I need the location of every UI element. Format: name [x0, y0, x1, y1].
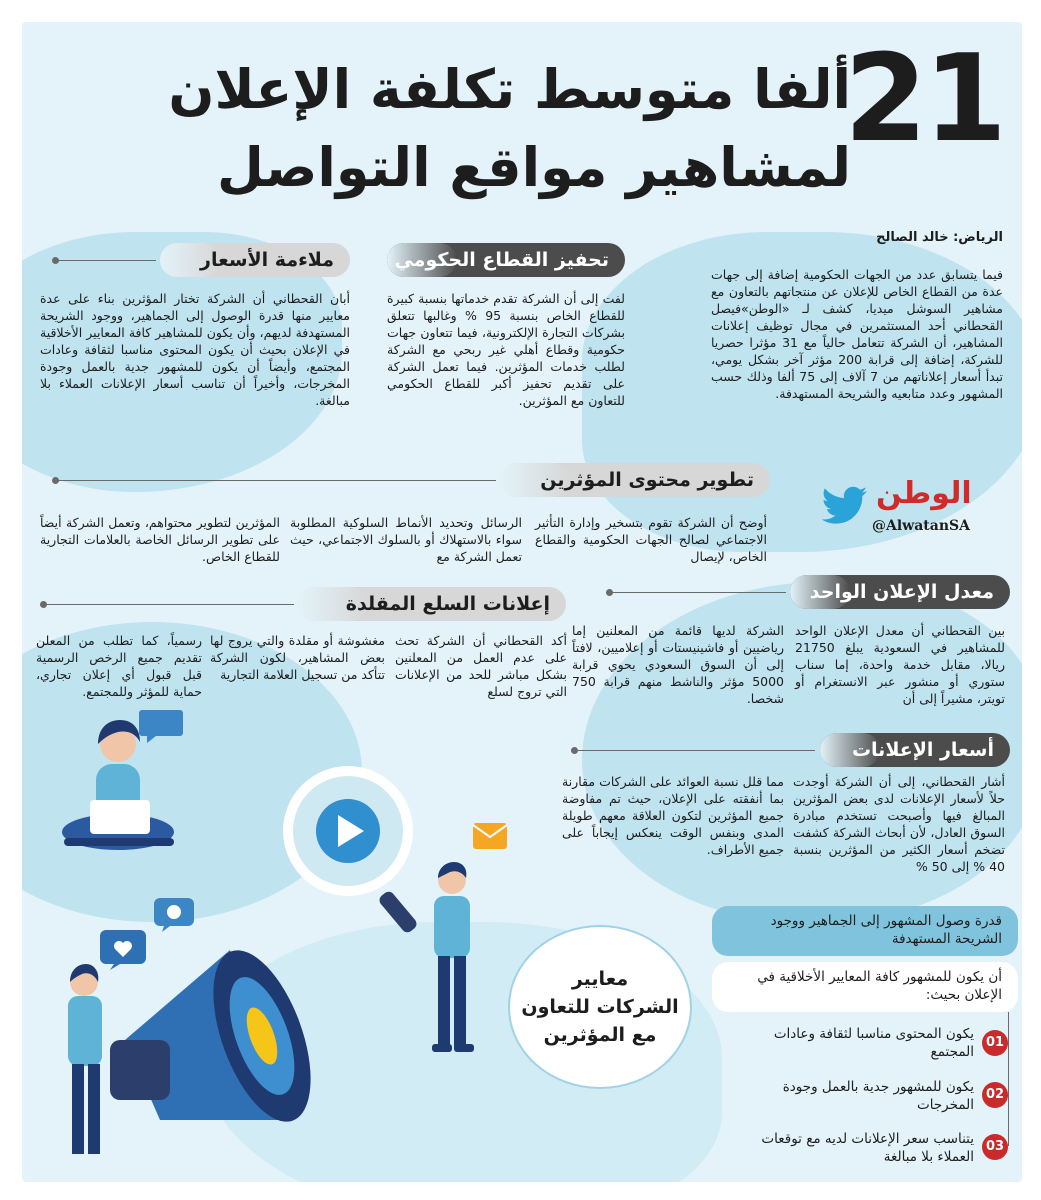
- fake-col-1: أكد القحطاني أن الشركة تحث على عدم العمل من المعلنين بشكل مباشر للحد من الإعلانات التي تروج لسلع: [395, 633, 567, 699]
- criteria-pill-ethics: أن يكون للمشهور كافة المعايير الأخلاقية في الإعلان بحيث:: [712, 962, 1018, 1012]
- heading-label: أسعار الإعلانات: [851, 739, 994, 761]
- man-illustration: [410, 860, 490, 1060]
- fake-col-2: مغشوشة أو مقلدة والتي يروج لها بعض المشاهير، لكون الشركة تتأكد من تسجيل العلامة التجارية: [210, 633, 385, 682]
- criteria-pill-reach: قدرة وصول المشهور إلى الجماهير ووجود الشريحة المستهدفة: [712, 906, 1018, 956]
- heading-label: ملاءمة الأسعار: [200, 249, 334, 271]
- content-col-2: الرسائل وتحديد الأنماط السلوكية المطلوبة سواء بالاستهلاك أو بالسلوك الاجتماعي، حيث تعمل الشركة مع: [290, 515, 522, 564]
- heading-label: تطوير محتوى المؤثرين: [540, 469, 754, 491]
- divider-line: [610, 592, 786, 593]
- chat-bubble-icon: [138, 708, 184, 744]
- gov-paragraph: لفت إلى أن الشركة تقدم خدماتها بنسبة كبيرة للقطاع الخاص بنسبة 95 % وغالبها تتعلق بشركات التجارة الإلكترونية، فيما تتعاون جهات حكومية وقطاع أهلي غير ربحي مع الشركة لطلب خدمات المؤثرين. فيما تعمل الشركة على تقديم تحفيز أكبر للقطاع الحكومي للتعاون مع المؤثرين.: [387, 291, 625, 408]
- heading-label: معدل الإعلان الواحد: [809, 581, 994, 603]
- divider-dot: [52, 257, 59, 264]
- content-col-3: المؤثرين لتطوير محتواهم، وتعمل الشركة أيضاً على تطوير الرسائل الخاصة بالعلامات التجارية للقطاع الخاص.: [40, 515, 280, 564]
- title-number: 21: [844, 30, 1003, 169]
- woman-laptop-illustration: [60, 700, 210, 860]
- criteria-title: [521, 965, 678, 1049]
- item-number-badge: 01: [982, 1030, 1008, 1056]
- fake-col-3: رسمياً، كما تطلب من المعلن تقديم جميع الرخص الرسمية قبل قبول أي إعلان تجاري، حماية للمؤثر وللمجتمع.: [36, 633, 202, 699]
- criteria-title-line: معايير: [571, 968, 629, 990]
- divider-line: [56, 480, 496, 481]
- item-number-badge: 02: [982, 1082, 1008, 1108]
- items-connector: [1008, 1012, 1009, 1146]
- section-heading-gov: [387, 243, 625, 277]
- criteria-item: يكون للمشهور جدية بالعمل وجودة المخرجات: [782, 1079, 974, 1113]
- heading-label: إعلانات السلع المقلدة: [345, 593, 550, 615]
- section-heading-ad-prices: [820, 733, 1010, 767]
- title-line-1: ألفا متوسط تكلفة الإعلان: [168, 58, 851, 121]
- section-heading-rate: [790, 575, 1010, 609]
- criteria-item: يتناسب سعر الإعلانات لديه مع توقعات العملاء بلا مبالغة: [761, 1131, 974, 1165]
- ad-prices-col-1: أشار القحطاني، إلى أن الشركة أوجدت حلاً لأسعار الإعلانات لدى بعض المؤثرين المبالغ فيها وأصبحت تستخدم مبادرة السوق العادل، لأن أبحاث الشركة كشفت تضخم أسعار الكثير من المؤثرين بنسبة 40 % إلى 50 %: [793, 774, 1005, 874]
- alwatan-handle: @AlwatanSA: [872, 518, 970, 534]
- section-heading-content: [500, 463, 770, 497]
- item-number-badge: 03: [982, 1134, 1008, 1160]
- divider-dot: [40, 601, 47, 608]
- criteria-item: يكون المحتوى مناسبا لثقافة وعادات المجتمع: [773, 1026, 974, 1060]
- alwatan-logo: الوطن: [876, 476, 972, 511]
- intro-paragraph: فيما يتسابق عدد من الجهات الحكومية إضافة إلى جهات عدة من القطاع الخاص للإعلان عن منتجاتهم بالتعاون مع مشاهير السوشل ميديا، كشف لـ «الوطن»فيصل القحطاني أحد المستثمرين في مجال توظيف إعلانات المشاهير، أن الشركة تتعامل حالياً مع 31 مؤثرا حصريا للشركة، إضافة إلى قرابة 200 مؤثر آخر بشكل يومي، تبدأ أسعار إعلاناتهم من 7 آلاف إلى 75 ألفا وذلك حسب المشهور وعدد متابعيه والشريحة المستهدفة.: [711, 267, 1003, 401]
- divider-line: [56, 260, 156, 261]
- divider-dot: [606, 589, 613, 596]
- content-col-1: أوضح أن الشركة تقوم بتسخير وإدارة التأثير الاجتماعي لصالح الجهات الحكومية والقطاع الخاص، لإيصال: [535, 515, 767, 564]
- chat-bubble-icon: [154, 898, 194, 932]
- laptop-icon: [90, 800, 150, 834]
- criteria-title-line: مع المؤثرين: [543, 1024, 657, 1046]
- divider-line: [575, 750, 815, 751]
- envelope-icon: [472, 822, 508, 850]
- heading-label: تحفيز القطاع الحكومي: [394, 249, 609, 271]
- divider-dot: [52, 477, 59, 484]
- twitter-bird-icon: [822, 486, 868, 524]
- rate-col-2: الشركة لديها قائمة من المعلنين إما رياضيين أو فاشينيستات أو إعلاميين، لافتاً إلى أن السوق السعودي يحوي قرابة 5000 مؤثر والناشط منهم قرابة 750 شخصا.: [572, 623, 784, 706]
- section-heading-fake: [298, 587, 566, 621]
- criteria-title-line: الشركات للتعاون: [521, 996, 679, 1018]
- criteria-title-circle: [508, 925, 692, 1089]
- title-line-2: لمشاهير مواقع التواصل: [217, 136, 851, 199]
- heart-icon: [100, 930, 146, 970]
- section-heading-prices-fit: [160, 243, 350, 277]
- ad-prices-col-2: مما قلل نسبة العوائد على الشركات مقارنة بما أنفقته على الإعلان، حيث تم مفاوضة جميع المؤثرين لتكون العلاقة معهم طويلة المدى وبنفس الوقت ينعكس إيجاباً على جميع الأطراف.: [562, 774, 784, 857]
- divider-line: [44, 604, 294, 605]
- rate-col-1: بين القحطاني أن معدل الإعلان الواحد للمشاهير في السعودية يبلغ 21750 ريالا، مقابل خدمة واحدة، إما سناب ستوري أو منشور عبر الانستغرام أو تويتر، مشيراً إلى أن: [795, 623, 1005, 706]
- byline: الرياض: خالد الصالح: [876, 230, 1003, 245]
- prices-fit-paragraph: أبان القحطاني أن الشركة تختار المؤثرين بناء على عدة معايير منها قدرة الوصول إلى الجماهير، ووجود الشريحة المستهدفة لديهم، وأن يكون للمشاهير كافة المعايير الأخلاقية في الإعلان بحيث أن يكون المحتوى مناسبا لثقافة وعادات المجتمع، وأيضاً أن يكون للمشهور جدية بالعمل وجودة المخرجات، وأخيراً أن تناسب أسعار الإعلانات العملاء بلا مبالغة.: [40, 291, 350, 408]
- divider-dot: [571, 747, 578, 754]
